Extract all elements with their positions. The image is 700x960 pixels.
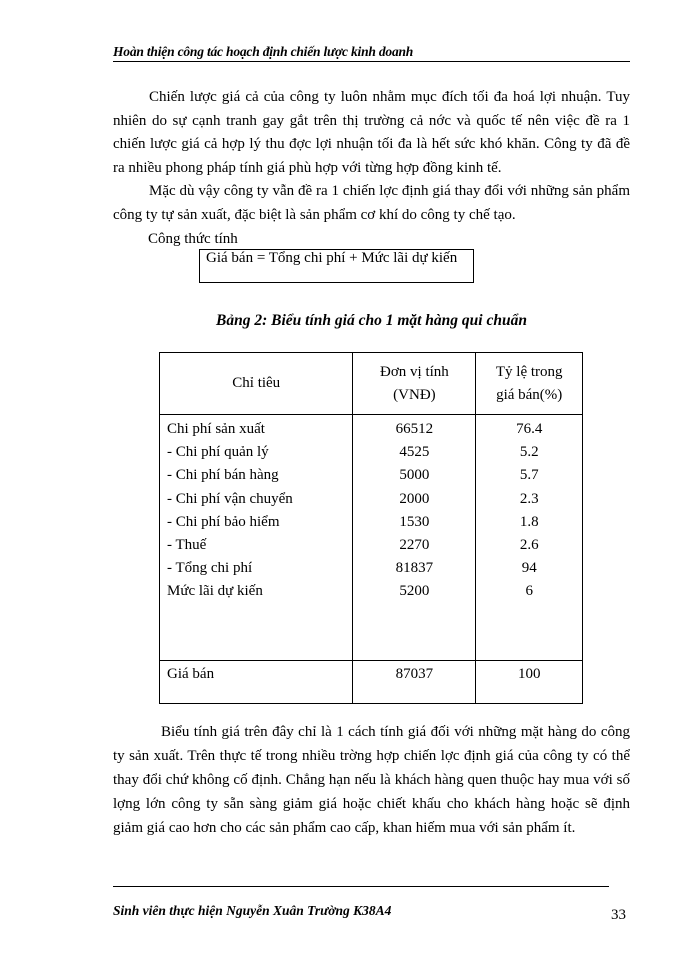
row-percent: 6 (525, 583, 533, 600)
row-value: 5000 (399, 467, 430, 484)
row-label: - Chi phí vận chuyển (167, 490, 293, 507)
total-value: 87037 (353, 661, 476, 704)
row-percent: 5.2 (519, 444, 539, 461)
page-number: 33 (611, 907, 626, 923)
row-percent: 2.6 (519, 536, 539, 553)
table-caption: Bảng 2: Biểu tính giá cho 1 mặt hàng qui chuẩn (216, 312, 527, 329)
percent-column (476, 415, 583, 661)
row-label: - Chi phí bán hàng (167, 467, 279, 484)
formula-box: Giá bán = Tổng chi phí + Mức lãi dự kiến (199, 249, 474, 283)
header-unit-line2: (VNĐ) (393, 386, 436, 403)
header-unit-line1: Đơn vị tính (380, 363, 449, 380)
running-footer: Sinh viên thực hiện Nguyễn Xuân Trường K38A4 (113, 903, 392, 918)
row-label: - Thuế (167, 536, 207, 553)
row-percent: 2.3 (519, 490, 539, 507)
header-ratio-line2: giá bán(%) (496, 386, 563, 403)
row-value: 2000 (399, 490, 430, 507)
total-label: Giá bán (160, 661, 353, 704)
table-header-row (160, 353, 583, 415)
row-percent: 5.7 (519, 467, 539, 484)
labels-column (160, 415, 353, 661)
header-rule (113, 61, 630, 62)
paragraph-pricing-strategy: Chiến lược giá cả của công ty luôn nhằm mục đích tối đa hoá lợi nhuận. Tuy nhiên do sự cạnh tranh gay gắt trên thị trường cả nớc và quốc tế nên việc đề ra 1 chiến lược giá cả hợp lý thu đợc lợi nhuận tối đa là hết sức khó khăn. Công ty đã đề ra nhiều phong pháp tính giá phù hợp với từng hợp đồng kinh tế. (113, 89, 630, 176)
row-value: 1530 (399, 513, 430, 530)
row-percent: 94 (521, 560, 537, 577)
table-body-row (160, 415, 583, 661)
running-header: Hoàn thiện công tác hoạch định chiến lược kinh doanh (113, 44, 414, 59)
row-percent: 1.8 (519, 513, 539, 530)
paragraph-formula-intro: Công thức tính (148, 231, 238, 247)
header-unit (353, 353, 476, 415)
paragraph-pricing-change: Mặc dù vậy công ty vẫn đề ra 1 chiến lợc định giá thay đổi với những sản phẩm công ty tự sản xuất, đặc biệt là sản phẩm cơ khí do công ty chế tạo. (113, 183, 630, 223)
row-value: 4525 (399, 444, 430, 461)
row-value: 2270 (399, 536, 430, 553)
row-label: - Tổng chi phí (167, 560, 253, 577)
row-label: - Chi phí bảo hiểm (167, 513, 280, 530)
paragraph-table-explanation: Biểu tính giá trên đây chỉ là 1 cách tính giá đối với những mặt hàng do công ty sản xuất. Trên thực tế trong nhiều trờng hợp chiến lợc định giá của công ty có thể thay đổi chứ không cố định. Chẳng hạn nếu là khách hàng quen thuộc hay mua với số lợng lớn công ty sẵn sàng giảm giá hoặc chiết khấu cho khách hàng hoặc sẽ định giảm giá cao hơn cho các sản phẩm cao cấp, khan hiếm mua với sản phẩm ít. (113, 724, 630, 836)
total-percent: 100 (476, 661, 583, 704)
header-indicator: Chỉ tiêu (160, 353, 353, 415)
row-value: 5200 (399, 583, 430, 600)
row-value: 66512 (395, 421, 434, 437)
row-percent: 76.4 (516, 421, 543, 437)
row-label: Chi phí sản xuất (167, 421, 265, 437)
table-total-row (160, 661, 583, 704)
footer-rule (113, 886, 609, 887)
values-column (353, 415, 476, 661)
row-value: 81837 (395, 560, 434, 577)
header-ratio-line1: Tỷ lệ trong (495, 363, 563, 380)
pricing-table (159, 352, 583, 704)
row-label: - Chi phí quản lý (167, 444, 269, 461)
header-ratio (476, 353, 583, 415)
row-label: Mức lãi dự kiến (167, 583, 263, 600)
